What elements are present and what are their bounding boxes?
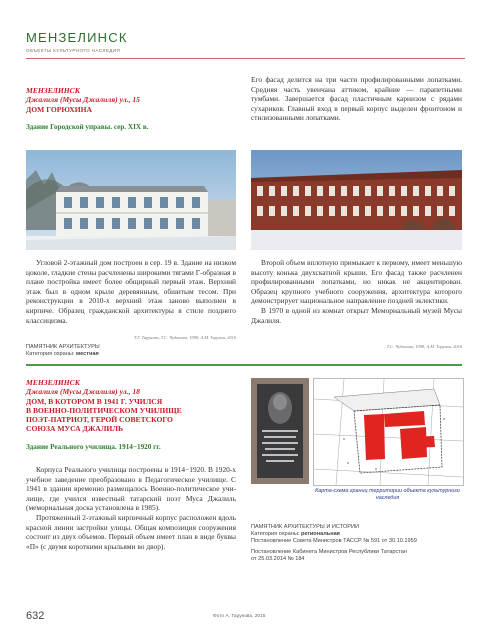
entry1-building: Здание Городской управы. сер. XIX в. [26, 123, 149, 132]
entry2-category-value: региональная [301, 531, 340, 538]
entry2-body [26, 465, 236, 551]
entry1-col2-caption: Т.С. Чуданова, 1998; А.М. Тарунов, 2016 [386, 344, 462, 349]
entry2-p1: Корпуса Реального училища построены в 1914−1920. В 1920-х учебное заведение преобразовано в Педагогическое училище. С 1941 в здании временно размещалось Военно-политическое училище, где учился известный татарский поэт Муса Джалиль (мемориальная доска установлена в 1985). [26, 465, 236, 513]
entry1-col1-caption: Т.Г. Тарунова, Т.С. Чуданова, 1998; А.М. Тарунов, 2016 [133, 335, 236, 340]
entry1-monument-type: ПАМЯТНИК АРХИТЕКТУРЫ [26, 344, 100, 350]
entry2-decree-3: от 25.03.2014 № 184 [251, 555, 305, 562]
entry1-col2-p1: Второй объем вплотную примыкает к первому, имеет меньшую высоту конька двухскатной крыши. Его фасад также расчленен профилированными лопатками, но никак не акцентирован. Образец крупного учебного сооружения, архитектура которого демонстрирует национальное направление поздней эклектики. [251, 258, 462, 306]
entry1-category [26, 351, 236, 358]
entry2-city: МЕНЗЕЛИНСК [26, 378, 80, 387]
entry2-title-line-1: ДОМ, В КОТОРОМ В 1941 Г. УЧИЛСЯ [26, 396, 163, 406]
site-boundary-map [313, 378, 464, 486]
entry1-col1-text: Угловой 2-этажный дом построен в сер. 19 в. Здание на низком цоколе, гладкие стены расчленены широкими тягами Г-образная в плане постройка имеет более общирный первый этаж. Верхний этаж был в одном крыле деревянным, обшитым тесом. При реконструкции в 2010-х верхний этаж заново выполнен в кирпиче. Образец гражданской архитектуры в стиле позднего классицизма. [26, 258, 236, 325]
page-header-subtitle: ОБЪЕКТЫ КУЛЬТУРНОГО НАСЛЕДИЯ [26, 48, 121, 53]
entry2-p2: Протяженный 2-этажный кирпичный корпус расположен вдоль красной линии застройки улицы. Общая композиция сооружения состоит из двух объемов. Первый объем имеет план в виде буквы «П» (с двумя короткими крыльями во двор). [26, 512, 236, 551]
page-number: 632 [26, 610, 45, 622]
entry2-title-line-2: В ВОЕННО-ПОЛИТИЧЕСКОМ УЧИЛИЩЕ [26, 406, 182, 416]
photo-brick-school [251, 150, 462, 250]
entry1-intro-text: Его фасад делится на три части профилированными лопатками. Средняя часть увенчана аттиком, крайние — парапетными тумбами. Завершается фасад пластичным карнизом с рядами сухариков. Главный вход в первый корпус выделен фронтоном и стилизованными лопатками. [251, 75, 462, 123]
photo-goryukhin-house [26, 150, 236, 250]
entry1-category-label: Категория охраны: [26, 351, 75, 358]
entry2-address: Джалиля (Мусы Джалиля) ул., 18 [26, 387, 140, 397]
entry2-meta [251, 524, 462, 563]
entry1-col2 [251, 258, 462, 325]
section-divider [26, 364, 462, 366]
header-divider [26, 58, 465, 59]
entry1-city: МЕНЗЕЛИНСК [26, 86, 80, 95]
page-header-title: МЕНЗЕЛИНСК [26, 30, 128, 45]
entry2-category-label: Категория охраны: [251, 531, 300, 538]
entry2-title-line-4: СОЮЗА МУСА ДЖАЛИЛЬ [26, 424, 124, 434]
entry1-col1 [26, 258, 236, 325]
entry2-title-line-3: ПОЭТ-ПАТРИОТ, ГЕРОЙ СОВЕТСКОГО [26, 415, 173, 425]
entry2-monument-type: ПАМЯТНИК АРХИТЕКТУРЫ И ИСТОРИИ [251, 524, 360, 530]
entry1-col1-meta [26, 344, 236, 358]
entry1-category-value: местная [76, 351, 99, 358]
entry2-building: Здание Реального училища. 1914−1920 гг. [26, 442, 161, 451]
entry1-house: ДОМ ГОРЮХИНА [26, 104, 93, 114]
map-caption: Карта-схема границ территории объекта культурного наследия [315, 488, 460, 501]
entry2-category [251, 531, 462, 538]
entry1-heading [26, 86, 236, 132]
entry2-decree-2: Постановление Кабинета Министров Республики Татарстан [251, 548, 407, 555]
photo-credit: Фото А. Тарунова, 2015 [213, 614, 266, 619]
entry1-col2-p2: В 1970 в одной из комнат открыт Мемориальный музей Мусы Джалиля. [251, 305, 462, 325]
photo-memorial-plaque [251, 378, 309, 484]
entry1-intro [251, 75, 462, 123]
entry1-address: Джалиля (Мусы Джалиля) ул., 15 [26, 95, 140, 105]
entry2-decree-1: Постановление Совета Министров ТАССР № 591 от 30.10.1959 [251, 538, 417, 545]
entry2-heading [26, 378, 236, 452]
